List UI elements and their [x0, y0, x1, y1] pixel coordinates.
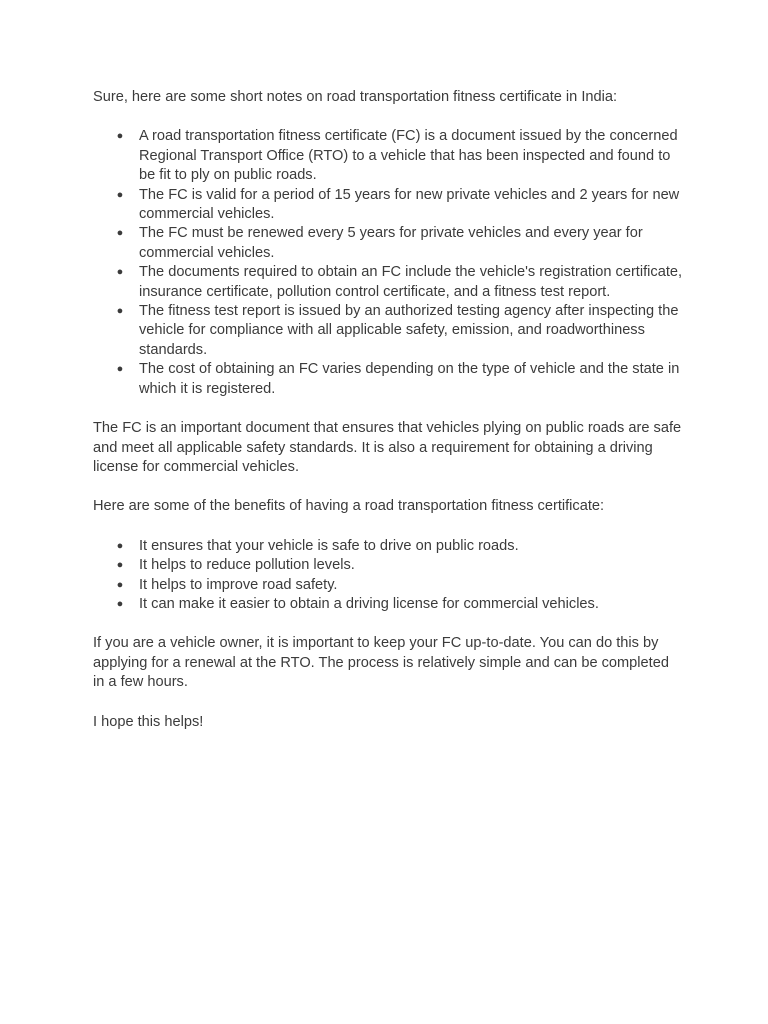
list-item-text: The FC must be renewed every 5 years for private vehicles and every year for commercial vehicles.	[139, 225, 643, 261]
bullet-icon: ●	[116, 227, 124, 240]
list-item	[93, 263, 683, 302]
document-body	[93, 88, 683, 752]
list-item-text: A road transportation fitness certificate (FC) is a document issued by the concerned Regional Transport Office (RTO) to a vehicle that has been inspected and found to be fit to ply on public roads.	[139, 128, 678, 184]
bullet-icon: ●	[116, 305, 124, 318]
bullet-icon: ●	[116, 266, 124, 279]
bullet-icon: ●	[116, 539, 124, 552]
bullet-icon: ●	[116, 578, 124, 591]
list-item-text: The documents required to obtain an FC include the vehicle's registration certificate, insurance certificate, pollution control certificate, and a fitness test report.	[139, 264, 683, 300]
notes-list	[93, 127, 683, 399]
list-item	[93, 127, 683, 185]
bullet-icon: ●	[116, 188, 124, 201]
bullet-icon: ●	[116, 363, 124, 376]
list-item	[93, 224, 683, 263]
list-item-text: The FC is valid for a period of 15 years for new private vehicles and 2 years for new commercial vehicles.	[139, 186, 680, 223]
importance-paragraph: The FC is an important document that ensures that vehicles plying on public roads are safe and meet all applicable safety standards. It is also a requirement for obtaining a driving license for commercial vehicles.	[93, 420, 682, 475]
list-item-text: It ensures that your vehicle is safe to drive on public roads.	[139, 537, 519, 554]
bullet-icon: ●	[116, 130, 124, 143]
list-item	[93, 302, 683, 360]
intro-paragraph: Sure, here are some short notes on road transportation fitness certificate in India:	[93, 89, 618, 105]
bullet-icon: ●	[116, 559, 124, 572]
closing-paragraph: I hope this helps!	[93, 713, 204, 730]
list-item-text: It helps to reduce pollution levels.	[139, 557, 355, 574]
advice-paragraph: If you are a vehicle owner, it is important to keep your FC up-to-date. You can do this by applying for a renewal at the RTO. The process is relatively simple and can be completed in a few hours.	[93, 635, 669, 691]
list-item-text: It can make it easier to obtain a driving license for commercial vehicles.	[139, 595, 599, 612]
list-item	[93, 537, 683, 556]
list-item	[93, 556, 683, 575]
benefits-list	[93, 537, 683, 615]
list-item	[93, 186, 683, 225]
list-item	[93, 360, 683, 399]
list-item-text: The cost of obtaining an FC varies depending on the type of vehicle and the state in which it is registered.	[139, 361, 680, 397]
list-item	[93, 576, 683, 595]
bullet-icon: ●	[116, 597, 124, 610]
benefits-intro-paragraph: Here are some of the benefits of having a road transportation fitness certificate:	[93, 498, 605, 515]
list-item-text: It helps to improve road safety.	[139, 576, 338, 593]
list-item-text: The fitness test report is issued by an authorized testing agency after inspecting the vehicle for compliance with all applicable safety, emission, and roadworthiness standards.	[139, 303, 679, 358]
list-item	[93, 595, 683, 614]
